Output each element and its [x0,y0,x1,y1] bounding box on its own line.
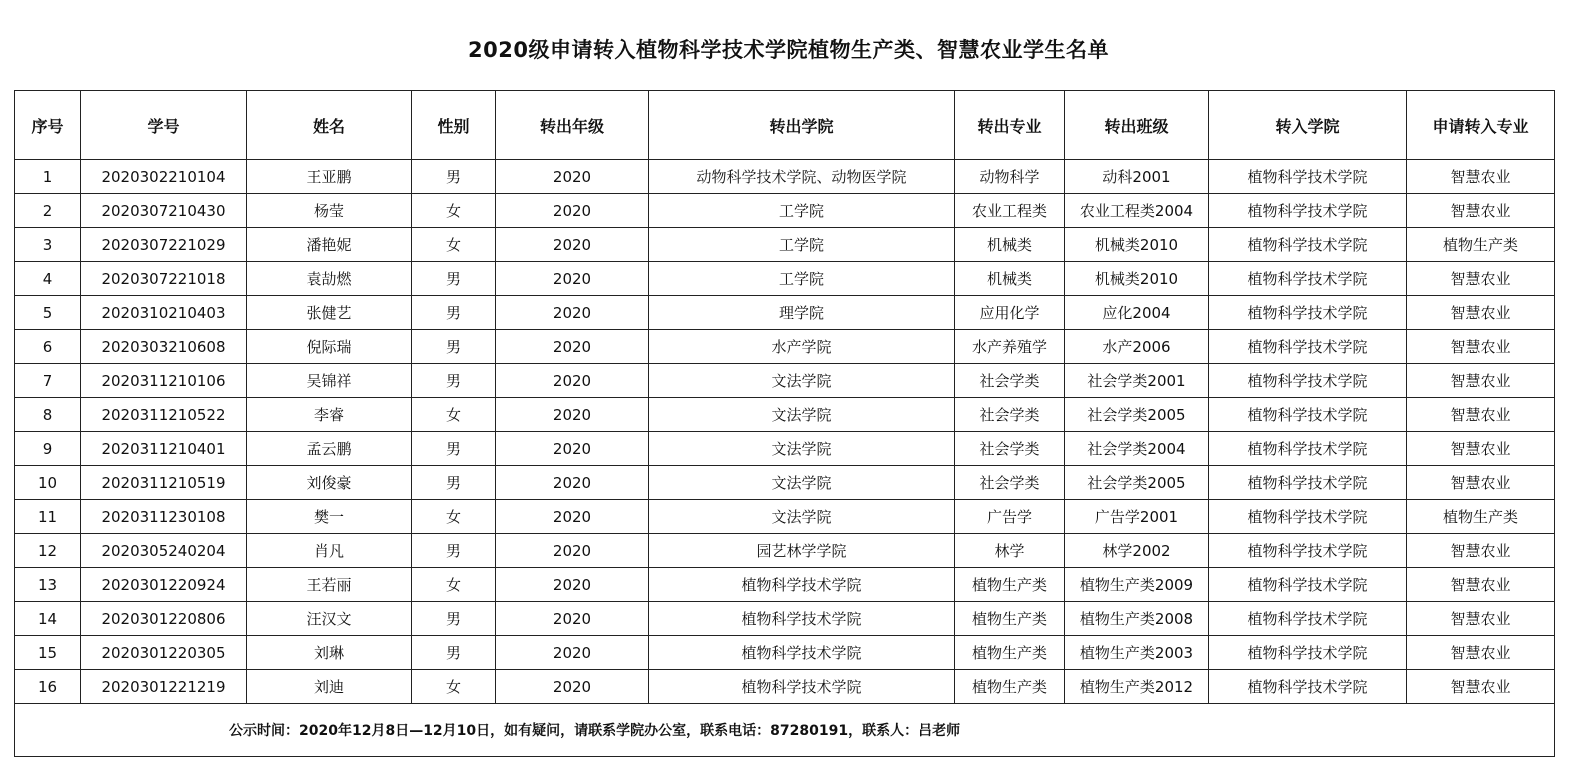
table-row [15,432,1555,466]
from-college-cell: 植物科学技术学院 [649,636,955,670]
to-major-cell: 智慧农业 [1407,194,1555,228]
seq-cell: 12 [15,534,81,568]
name-cell: 肖凡 [247,534,412,568]
from-college-cell: 工学院 [649,262,955,296]
table-row [15,160,1555,194]
from-college-column-header: 转出学院 [649,91,955,160]
from-college-cell: 文法学院 [649,364,955,398]
from-college-cell: 文法学院 [649,432,955,466]
from-class-cell: 水产2006 [1065,330,1209,364]
from-class-cell: 广告学2001 [1065,500,1209,534]
gender-cell: 男 [412,262,496,296]
to-college-cell: 植物科学技术学院 [1209,296,1407,330]
from-class-cell: 植物生产类2008 [1065,602,1209,636]
seq-cell: 6 [15,330,81,364]
from-college-cell: 水产学院 [649,330,955,364]
from-major-cell: 植物生产类 [955,602,1065,636]
from-major-cell: 社会学类 [955,432,1065,466]
table-row [15,500,1555,534]
to-college-cell: 植物科学技术学院 [1209,636,1407,670]
to-major-cell: 智慧农业 [1407,398,1555,432]
from-major-cell: 水产养殖学 [955,330,1065,364]
from-major-cell: 机械类 [955,228,1065,262]
student-id-cell: 2020311210522 [81,398,247,432]
from-class-cell: 机械类2010 [1065,262,1209,296]
from-college-cell: 文法学院 [649,398,955,432]
name-cell: 樊一 [247,500,412,534]
grade-cell: 2020 [496,364,649,398]
gender-cell: 女 [412,500,496,534]
to-college-cell: 植物科学技术学院 [1209,160,1407,194]
to-major-cell: 智慧农业 [1407,636,1555,670]
to-major-cell: 智慧农业 [1407,296,1555,330]
to-major-cell: 智慧农业 [1407,466,1555,500]
to-major-cell: 智慧农业 [1407,432,1555,466]
to-college-cell: 植物科学技术学院 [1209,262,1407,296]
to-college-cell: 植物科学技术学院 [1209,500,1407,534]
name-cell: 杨莹 [247,194,412,228]
gender-cell: 女 [412,398,496,432]
gender-cell: 女 [412,228,496,262]
name-cell: 刘俊豪 [247,466,412,500]
grade-cell: 2020 [496,432,649,466]
to-major-cell: 智慧农业 [1407,160,1555,194]
table-row [15,296,1555,330]
from-major-cell: 社会学类 [955,466,1065,500]
name-cell: 刘琳 [247,636,412,670]
seq-cell: 13 [15,568,81,602]
gender-cell: 男 [412,636,496,670]
from-class-cell: 社会学类2004 [1065,432,1209,466]
name-cell: 李睿 [247,398,412,432]
table-row [15,364,1555,398]
from-class-cell: 应化2004 [1065,296,1209,330]
table-row [15,466,1555,500]
to-college-cell: 植物科学技术学院 [1209,194,1407,228]
grade-column-header: 转出年级 [496,91,649,160]
name-cell: 吴锦祥 [247,364,412,398]
from-college-cell: 文法学院 [649,466,955,500]
seq-cell: 9 [15,432,81,466]
student-id-cell: 2020307210430 [81,194,247,228]
student-id-cell: 2020311210519 [81,466,247,500]
grade-cell: 2020 [496,228,649,262]
grade-cell: 2020 [496,262,649,296]
grade-cell: 2020 [496,160,649,194]
gender-cell: 男 [412,160,496,194]
from-college-cell: 植物科学技术学院 [649,602,955,636]
student-id-cell: 2020303210608 [81,330,247,364]
to-college-cell: 植物科学技术学院 [1209,670,1407,704]
to-college-cell: 植物科学技术学院 [1209,228,1407,262]
to-college-cell: 植物科学技术学院 [1209,398,1407,432]
grade-cell: 2020 [496,330,649,364]
from-college-cell: 园艺林学学院 [649,534,955,568]
to-college-column-header: 转入学院 [1209,91,1407,160]
name-cell: 张健艺 [247,296,412,330]
student-id-cell: 2020302210104 [81,160,247,194]
gender-cell: 男 [412,330,496,364]
seq-cell: 14 [15,602,81,636]
from-college-cell: 动物科学技术学院、动物医学院 [649,160,955,194]
from-college-cell: 植物科学技术学院 [649,568,955,602]
from-class-cell: 机械类2010 [1065,228,1209,262]
gender-cell: 女 [412,568,496,602]
student-id-cell: 2020305240204 [81,534,247,568]
from-college-cell: 理学院 [649,296,955,330]
page-title: 2020级申请转入植物科学技术学院植物生产类、智慧农业学生名单 [468,38,1109,62]
from-college-cell: 工学院 [649,194,955,228]
table-row [15,534,1555,568]
gender-column-header: 性别 [412,91,496,160]
table-row [15,670,1555,704]
student-id-cell: 2020301220806 [81,602,247,636]
from-class-cell: 社会学类2005 [1065,398,1209,432]
gender-cell: 女 [412,670,496,704]
name-cell: 倪际瑞 [247,330,412,364]
from-class-cell: 动科2001 [1065,160,1209,194]
seq-cell: 16 [15,670,81,704]
grade-cell: 2020 [496,636,649,670]
name-cell: 王亚鹏 [247,160,412,194]
student-id-cell: 2020307221029 [81,228,247,262]
seq-cell: 1 [15,160,81,194]
grade-cell: 2020 [496,194,649,228]
student-id-column-header: 学号 [81,91,247,160]
seq-cell: 3 [15,228,81,262]
grade-cell: 2020 [496,500,649,534]
name-column-header: 姓名 [247,91,412,160]
name-cell: 袁劼燃 [247,262,412,296]
name-cell: 刘迪 [247,670,412,704]
gender-cell: 女 [412,194,496,228]
from-class-cell: 社会学类2005 [1065,466,1209,500]
grade-cell: 2020 [496,534,649,568]
to-major-cell: 植物生产类 [1407,228,1555,262]
seq-cell: 8 [15,398,81,432]
to-college-cell: 植物科学技术学院 [1209,568,1407,602]
student-id-cell: 2020311210106 [81,364,247,398]
grade-cell: 2020 [496,670,649,704]
name-cell: 孟云鹏 [247,432,412,466]
to-major-cell: 智慧农业 [1407,534,1555,568]
name-cell: 汪汉文 [247,602,412,636]
from-major-column-header: 转出专业 [955,91,1065,160]
from-class-cell: 植物生产类2009 [1065,568,1209,602]
from-major-cell: 动物科学 [955,160,1065,194]
from-class-cell: 植物生产类2003 [1065,636,1209,670]
student-id-cell: 2020311230108 [81,500,247,534]
to-college-cell: 植物科学技术学院 [1209,534,1407,568]
seq-cell: 2 [15,194,81,228]
grade-cell: 2020 [496,296,649,330]
seq-cell: 7 [15,364,81,398]
to-major-cell: 智慧农业 [1407,330,1555,364]
from-major-cell: 应用化学 [955,296,1065,330]
gender-cell: 男 [412,602,496,636]
gender-cell: 男 [412,534,496,568]
header-row [15,91,1555,160]
from-class-column-header: 转出班级 [1065,91,1209,160]
grade-cell: 2020 [496,602,649,636]
from-major-cell: 农业工程类 [955,194,1065,228]
from-college-cell: 文法学院 [649,500,955,534]
grade-cell: 2020 [496,466,649,500]
footer-note: 公示时间：2020年12月8日—12月10日，如有疑问，请联系学院办公室，联系电话：87280191，联系人：吕老师 [15,704,1555,757]
from-college-cell: 植物科学技术学院 [649,670,955,704]
gender-cell: 男 [412,364,496,398]
from-class-cell: 林学2002 [1065,534,1209,568]
seq-cell: 4 [15,262,81,296]
to-major-cell: 智慧农业 [1407,670,1555,704]
from-class-cell: 植物生产类2012 [1065,670,1209,704]
gender-cell: 男 [412,432,496,466]
from-major-cell: 植物生产类 [955,670,1065,704]
table-body [15,160,1555,704]
name-cell: 潘艳妮 [247,228,412,262]
to-college-cell: 植物科学技术学院 [1209,432,1407,466]
from-college-cell: 工学院 [649,228,955,262]
table-row [15,262,1555,296]
table-row [15,398,1555,432]
to-college-cell: 植物科学技术学院 [1209,602,1407,636]
grade-cell: 2020 [496,398,649,432]
from-major-cell: 社会学类 [955,364,1065,398]
table-row [15,228,1555,262]
gender-cell: 男 [412,296,496,330]
to-major-cell: 智慧农业 [1407,364,1555,398]
student-list-table [14,90,1555,757]
from-major-cell: 植物生产类 [955,568,1065,602]
to-major-cell: 智慧农业 [1407,602,1555,636]
table-row [15,636,1555,670]
from-class-cell: 社会学类2001 [1065,364,1209,398]
seq-cell: 10 [15,466,81,500]
from-major-cell: 林学 [955,534,1065,568]
student-id-cell: 2020301221219 [81,670,247,704]
from-major-cell: 广告学 [955,500,1065,534]
from-major-cell: 植物生产类 [955,636,1065,670]
seq-cell: 5 [15,296,81,330]
grade-cell: 2020 [496,568,649,602]
table-row [15,568,1555,602]
to-major-column-header: 申请转入专业 [1407,91,1555,160]
seq-cell: 11 [15,500,81,534]
table-row [15,194,1555,228]
from-major-cell: 社会学类 [955,398,1065,432]
to-college-cell: 植物科学技术学院 [1209,466,1407,500]
to-major-cell: 植物生产类 [1407,500,1555,534]
gender-cell: 男 [412,466,496,500]
from-major-cell: 机械类 [955,262,1065,296]
table-row [15,602,1555,636]
to-major-cell: 智慧农业 [1407,262,1555,296]
student-id-cell: 2020301220305 [81,636,247,670]
seq-column-header: 序号 [15,91,81,160]
table-row [15,330,1555,364]
student-id-cell: 2020307221018 [81,262,247,296]
from-class-cell: 农业工程类2004 [1065,194,1209,228]
student-id-cell: 2020310210403 [81,296,247,330]
student-id-cell: 2020311210401 [81,432,247,466]
footer-row [15,704,1555,757]
to-college-cell: 植物科学技术学院 [1209,364,1407,398]
student-id-cell: 2020301220924 [81,568,247,602]
seq-cell: 15 [15,636,81,670]
name-cell: 王若丽 [247,568,412,602]
to-major-cell: 智慧农业 [1407,568,1555,602]
to-college-cell: 植物科学技术学院 [1209,330,1407,364]
